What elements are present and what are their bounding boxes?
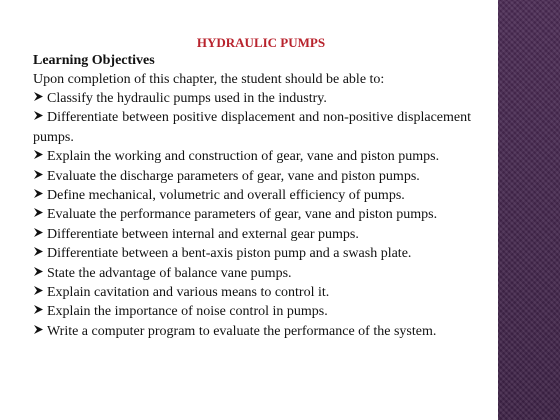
arrowhead-bullet-icon <box>33 266 44 277</box>
objective-text: Differentiate between a bent-axis piston pump and a swash plate. <box>47 246 412 262</box>
objective-item <box>33 108 471 147</box>
objective-text: Write a computer program to evaluate the performance of the system. <box>47 323 437 339</box>
objective-text: Differentiate between positive displacement and non-positive displacement pumps. <box>33 110 471 145</box>
objective-item <box>33 225 471 244</box>
objective-text: Explain cavitation and various means to control it. <box>47 285 330 301</box>
objective-text: Classify the hydraulic pumps used in the industry. <box>47 91 327 106</box>
arrowhead-bullet-icon <box>33 227 44 238</box>
slide-title: HYDRAULIC PUMPS <box>196 35 326 50</box>
objective-item <box>33 89 471 108</box>
objective-item <box>33 167 471 186</box>
objective-item <box>33 244 471 263</box>
arrowhead-bullet-icon <box>33 110 44 121</box>
objective-text: Define mechanical, volumetric and overall efficiency of pumps. <box>47 188 405 204</box>
slide-content <box>33 34 471 341</box>
objective-text: Evaluate the performance parameters of gear, vane and piston pumps. <box>47 207 438 223</box>
objective-text: State the advantage of balance vane pumps. <box>47 265 292 281</box>
section-heading: Learning Objectives <box>33 53 155 68</box>
decorative-side-band <box>498 0 560 420</box>
objective-item <box>33 205 471 224</box>
objective-item <box>33 302 471 321</box>
objective-text: Explain the working and construction of gear, vane and piston pumps. <box>47 149 440 165</box>
arrowhead-bullet-icon <box>33 188 44 199</box>
objective-item <box>33 264 471 283</box>
objective-text: Explain the importance of noise control in pumps. <box>47 304 328 320</box>
arrowhead-bullet-icon <box>33 324 44 335</box>
objective-item <box>33 186 471 205</box>
arrowhead-bullet-icon <box>33 304 44 315</box>
objective-item <box>33 147 471 166</box>
arrowhead-bullet-icon <box>33 207 44 218</box>
intro-text: Upon completion of this chapter, the student should be able to: <box>33 72 385 87</box>
arrowhead-bullet-icon <box>33 149 44 160</box>
objective-text: Evaluate the discharge parameters of gear, vane and piston pumps. <box>47 168 420 184</box>
arrowhead-bullet-icon <box>33 285 44 296</box>
arrowhead-bullet-icon <box>33 169 44 180</box>
objectives-list <box>33 89 471 341</box>
objective-item <box>33 322 471 341</box>
arrowhead-bullet-icon <box>33 91 44 102</box>
arrowhead-bullet-icon <box>33 246 44 257</box>
objective-text: Differentiate between internal and external gear pumps. <box>47 226 359 242</box>
objective-item <box>33 283 471 302</box>
